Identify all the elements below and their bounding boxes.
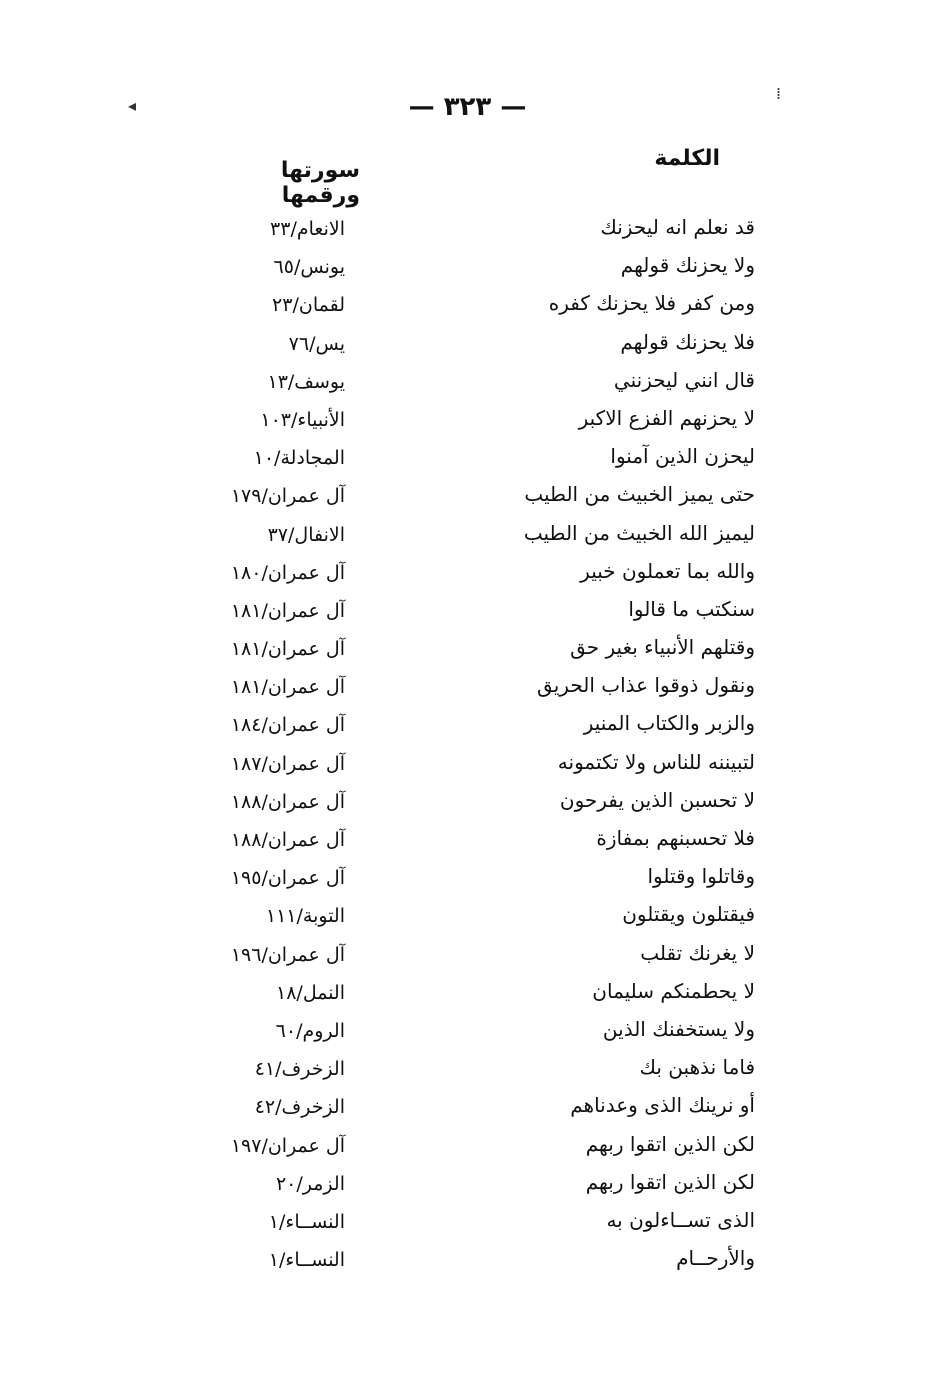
table-row — [0, 552, 935, 590]
entry-surah-reference: الزخرف/٤١ — [254, 1058, 345, 1081]
entry-word: ولا يستخفنك الذين — [602, 1016, 755, 1041]
entry-word: سنكتب ما قالوا — [628, 596, 755, 621]
entry-surah-reference: آل عمران/١٩٦ — [230, 943, 345, 966]
entry-surah-reference: آل عمران/١٧٩ — [230, 485, 345, 508]
table-row — [0, 628, 935, 666]
entry-surah-reference: الانعام/٣٣ — [270, 218, 345, 240]
scan-mark: ◂ — [128, 96, 137, 115]
entry-word: قال انني ليحزنني — [613, 367, 755, 392]
entries-list — [0, 208, 935, 1277]
table-row — [0, 514, 935, 552]
table-row — [0, 246, 935, 284]
table-row — [0, 704, 935, 742]
table-row — [0, 819, 935, 857]
scan-mark: ⁞ — [776, 84, 782, 103]
table-row — [0, 437, 935, 475]
table-row — [0, 1086, 935, 1124]
column-header-word: الكلمة — [654, 146, 720, 171]
entry-word: والله بما تعملون خبير — [580, 558, 755, 583]
table-row — [0, 1125, 935, 1163]
entry-surah-reference: آل عمران/١٩٥ — [230, 867, 345, 890]
entry-word: لتبيننه للناس ولا تكتمونه — [557, 749, 755, 774]
entry-surah-reference: آل عمران/١٨٨ — [230, 829, 345, 851]
entry-surah-reference: الانفال/٣٧ — [267, 523, 345, 546]
entry-surah-reference: آل عمران/١٨١ — [230, 638, 345, 661]
entry-word: وقتلهم الأنبياء بغير حق — [570, 635, 755, 660]
entry-surah-reference: آل عمران/١٨١ — [230, 599, 345, 622]
entry-surah-reference: الأنبياء/١٠٣ — [260, 408, 345, 431]
entry-surah-reference: النســاء/١ — [268, 1249, 345, 1272]
entry-surah-reference: آل عمران/١٩٧ — [230, 1134, 345, 1157]
entry-word: لكن الذين اتقوا ربهم — [585, 1169, 755, 1194]
entry-word: والزبر والكتاب المنير — [583, 711, 755, 736]
table-row — [0, 781, 935, 819]
entry-word: ليحزن الذين آمنوا — [610, 444, 755, 469]
table-row — [0, 1163, 935, 1201]
entry-word: لا يحزنهم الفزع الاكبر — [578, 405, 755, 430]
entry-surah-reference: آل عمران/١٨٧ — [230, 752, 345, 775]
entry-surah-reference: المجادلة/١٠ — [253, 447, 345, 470]
entry-word: قد نعلم انه ليحزنك — [600, 215, 755, 239]
entry-word: الذى تســاءلون به — [606, 1207, 755, 1232]
entry-surah-reference: آل عمران/١٨٨ — [230, 790, 345, 813]
table-row — [0, 972, 935, 1010]
entry-word: ولا يحزنك قولهم — [620, 253, 755, 278]
entry-word: لا يحطمنكم سليمان — [592, 978, 755, 1003]
table-row — [0, 1048, 935, 1086]
entry-surah-reference: النمل/١٨ — [276, 981, 345, 1004]
table-row — [0, 743, 935, 781]
entry-word: والأرحــام — [676, 1246, 755, 1271]
table-row — [0, 361, 935, 399]
table-row — [0, 590, 935, 628]
entry-word: ونقول ذوقوا عذاب الحريق — [537, 673, 755, 698]
page-number: — ٣٢٣ — — [408, 92, 527, 122]
entry-word: فيقتلون ويقتلون — [622, 902, 755, 927]
table-row — [0, 1239, 935, 1277]
entry-word: فاما نذهبن بك — [639, 1055, 755, 1080]
table-row — [0, 895, 935, 933]
table-row — [0, 323, 935, 361]
entry-surah-reference: يونس/٦٥ — [273, 256, 345, 279]
table-row — [0, 208, 935, 246]
entry-word: حتى يميز الخبيث من الطيب — [524, 482, 755, 507]
entry-word: لا يغرنك تقلب — [640, 940, 755, 965]
entry-word: وقاتلوا وقتلوا — [647, 864, 755, 889]
entry-surah-reference: الزخرف/٤٢ — [254, 1096, 345, 1119]
entry-surah-reference: النســاء/١ — [268, 1210, 345, 1233]
entry-word: ليميز الله الخبيث من الطيب — [523, 520, 755, 545]
entry-word: ومن كفر فلا يحزنك كفره — [548, 291, 755, 316]
entry-surah-reference: آل عمران/١٨٠ — [230, 561, 345, 584]
table-row — [0, 284, 935, 322]
table-row — [0, 1010, 935, 1048]
table-row — [0, 1201, 935, 1239]
entry-surah-reference: يوسف/١٣ — [267, 370, 345, 393]
entry-surah-reference: لقمان/٢٣ — [272, 294, 345, 317]
entry-surah-reference: الزمر/٢٠ — [275, 1172, 345, 1195]
entry-surah-reference: التوبة/١١١ — [265, 905, 345, 928]
table-row — [0, 475, 935, 513]
table-row — [0, 857, 935, 895]
entry-word: لكن الذين اتقوا ربهم — [585, 1131, 755, 1156]
table-row — [0, 399, 935, 437]
entry-word: فلا تحسبنهم بمفازة — [596, 826, 755, 850]
entry-surah-reference: آل عمران/١٨١ — [230, 676, 345, 699]
entry-surah-reference: يس/٧٦ — [288, 332, 345, 355]
entry-surah-reference: الروم/٦٠ — [275, 1019, 345, 1042]
entry-word: فلا يحزنك قولهم — [620, 329, 755, 354]
entry-word: لا تحسبن الذين يفرحون — [559, 787, 755, 812]
table-row — [0, 666, 935, 704]
column-header-surah: سورتها ورقمها — [280, 158, 360, 208]
entry-word: أو نرينك الذى وعدناهم — [570, 1093, 755, 1118]
entry-surah-reference: آل عمران/١٨٤ — [230, 714, 345, 737]
table-row — [0, 934, 935, 972]
